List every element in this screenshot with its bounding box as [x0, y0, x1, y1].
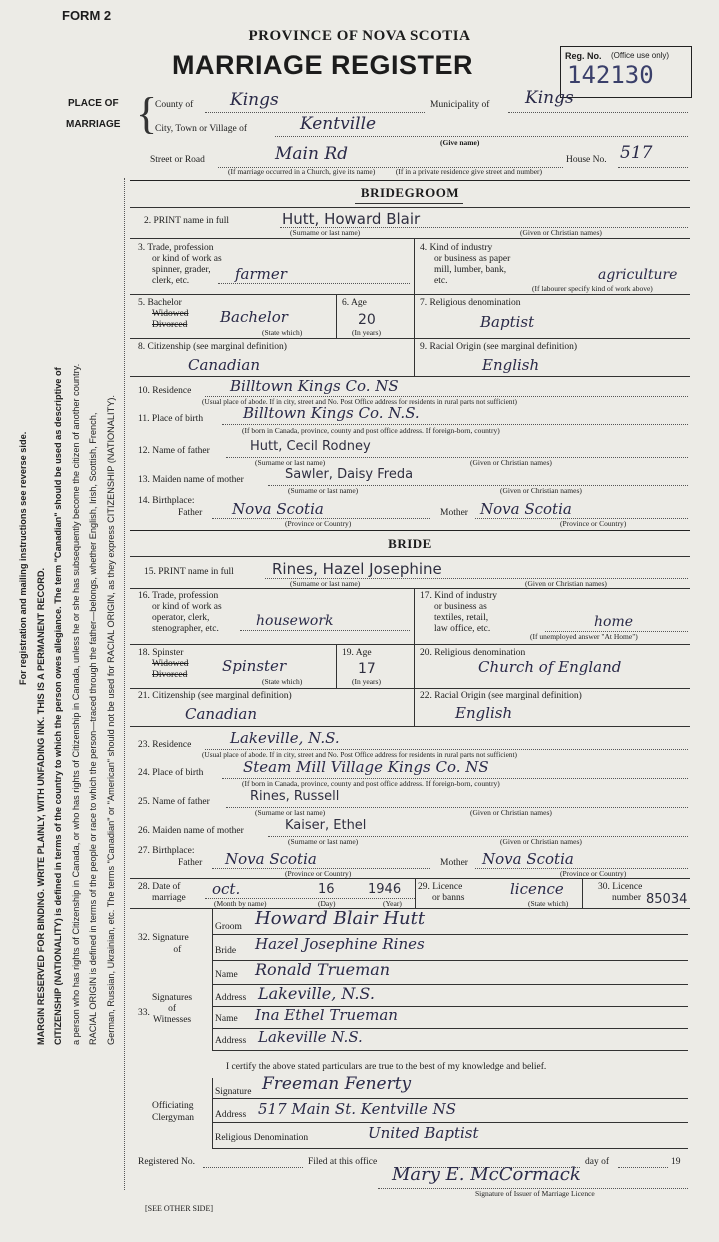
- groom-trade-label: 3. Trade, profession or kind of work as spinner, grader, clerk, etc.: [138, 243, 222, 286]
- year-19-label: 19: [671, 1157, 681, 1167]
- city-label: City, Town or Village of: [155, 124, 247, 134]
- bride-citizenship-label: 21. Citizenship (see marginal definition): [138, 691, 292, 701]
- bride-industry-note: (If unemployed answer "At Home"): [530, 632, 638, 641]
- bride-residence-note: (Usual place of abode. If in city, street and No. Post Office address for residents in rural parts not sufficient): [202, 750, 517, 759]
- witness1-address-label: Address: [215, 993, 247, 1003]
- bride-father-bp-value: Nova Scotia: [225, 850, 317, 868]
- marriage-year: 1946: [368, 882, 402, 897]
- bride-racial-label: 22. Racial Origin (see marginal definition): [420, 691, 582, 701]
- bride-mother-label: 26. Maiden name of mother: [138, 826, 244, 836]
- groom-industry-value: agriculture: [598, 267, 678, 283]
- groom-citizenship-value: Canadian: [188, 356, 261, 374]
- reg-no-box: [560, 46, 692, 98]
- day-of-label: day of: [585, 1157, 610, 1167]
- month-note: (Month by name): [214, 899, 267, 908]
- groom-sig-label: Groom: [215, 922, 242, 932]
- marriage-month: oct.: [212, 880, 241, 898]
- groom-father-given-note: (Given or Christian names): [470, 458, 552, 467]
- clergy-sig-label: Signature: [215, 1087, 252, 1097]
- bride-mother-prov-note: (Province or Country): [560, 869, 627, 878]
- bride-surname-note: (Surname or last name): [290, 579, 361, 588]
- clergy-address-label: Address: [215, 1110, 247, 1120]
- groom-residence-label: 10. Residence: [138, 386, 192, 396]
- bride-religion-label: 20. Religious denomination: [420, 648, 526, 658]
- groom-father-surname-note: (Surname or last name): [255, 458, 326, 467]
- issuer-label: Signature of Issuer of Marriage Licence: [475, 1189, 595, 1198]
- bride-residence-value: Lakeville, N.S.: [230, 729, 340, 747]
- bride-age-value: 17: [358, 661, 376, 677]
- witness1-name-label: Name: [215, 970, 238, 980]
- bride-mother-value: Kaiser, Ethel: [285, 818, 367, 833]
- groom-residence-value: Billtown Kings Co. NS: [230, 377, 399, 395]
- groom-racial-label: 9. Racial Origin (see marginal definition): [420, 342, 578, 352]
- page-title: MARRIAGE REGISTER: [172, 50, 474, 80]
- couple-signature-label: 32. Signature of: [138, 933, 189, 955]
- bride-given-note: (Given or Christian names): [525, 579, 607, 588]
- groom-father-bp-label: Father: [178, 508, 203, 518]
- bride-residence-label: 23. Residence: [138, 740, 192, 750]
- bride-heading: BRIDE: [388, 536, 432, 551]
- province-heading: PROVINCE OF NOVA SCOTIA: [248, 28, 471, 44]
- groom-mother-given-note: (Given or Christian names): [500, 486, 582, 495]
- groom-residence-note: (Usual place of abode. If in city, street and No. Post Office address for residents in rural parts not sufficient): [202, 397, 517, 406]
- groom-father-label: 12. Name of father: [138, 446, 210, 456]
- groom-surname-note: (Surname or last name): [290, 228, 361, 237]
- bride-mother-bp-value: Nova Scotia: [482, 850, 574, 868]
- groom-age-value: 20: [358, 312, 376, 328]
- licence-number-label: 30. Licence number: [598, 882, 643, 903]
- groom-trade-value: farmer: [235, 265, 287, 283]
- groom-name-value: Hutt, Howard Blair: [282, 210, 421, 228]
- bride-father-value: Rines, Russell: [250, 789, 340, 804]
- form-frame: [124, 178, 691, 1190]
- bride-father-bp-label: Father: [178, 858, 203, 868]
- denomination-value: United Baptist: [368, 1124, 479, 1142]
- groom-father-value: Hutt, Cecil Rodney: [250, 439, 371, 454]
- bride-birthplace-note: (If born in Canada, province, county and post office address. If foreign-born, country): [242, 779, 500, 788]
- bride-status-label: 18. Spinster Widowed Divorced: [138, 648, 189, 680]
- form-number: FORM 2: [62, 8, 112, 23]
- reg-number: 142130: [567, 61, 654, 89]
- side-line-6: German, Russian, Ukrainian, etc. The terms "Canadian" or "American" should not be used for RACIAL ORIGIN, as they express CITIZENSHIP (NATIONALITY).: [105, 395, 116, 1045]
- street-label: Street or Road: [150, 155, 205, 165]
- groom-age-label: 6. Age: [342, 298, 367, 308]
- bride-industry-value: home: [594, 614, 634, 630]
- witness1-address: Lakeville, N.S.: [258, 984, 375, 1003]
- groom-status-label: 5. Bachelor Widowed Divorced: [138, 298, 189, 330]
- bride-status-note: (State which): [262, 677, 303, 686]
- marriage-day: 16: [318, 882, 335, 897]
- groom-mother-surname-note: (Surname or last name): [288, 486, 359, 495]
- groom-mother-value: Sawler, Daisy Freda: [285, 467, 414, 482]
- municipality-value: Kings: [525, 88, 574, 108]
- groom-heading: BRIDEGROOM: [360, 185, 460, 200]
- groom-birthplace-value: Billtown Kings Co. N.S.: [243, 404, 420, 422]
- witness2-name-label: Name: [215, 1014, 238, 1024]
- side-line-2: MARGIN RESERVED FOR BINDING. WRITE PLAINLY, WITH UNFADING INK. THIS IS A PERMANENT RECORD.: [35, 567, 46, 1045]
- bride-racial-value: English: [455, 704, 513, 722]
- groom-father-bp-value: Nova Scotia: [232, 500, 324, 518]
- groom-signature: Howard Blair Hutt: [255, 908, 426, 929]
- groom-status-note: (State which): [262, 328, 303, 337]
- groom-mother-bp-label: Mother: [440, 508, 468, 518]
- witnesses-label: Signatures of Witnesses: [152, 993, 193, 1025]
- groom-status-value: Bachelor: [220, 308, 288, 326]
- groom-given-note: (Given or Christian names): [520, 228, 602, 237]
- give-name-note: (Give name): [440, 138, 480, 147]
- bride-trade-label: 16. Trade, profession or kind of work as operator, clerk, stenographer, etc.: [138, 591, 222, 634]
- bride-age-note: (In years): [352, 677, 381, 686]
- bride-trade-value: housework: [256, 613, 334, 629]
- groom-age-note: (In years): [352, 328, 381, 337]
- municipality-label: Municipality of: [430, 100, 490, 110]
- clergy-signature: Freeman Fenerty: [262, 1074, 412, 1094]
- place-label-1: PLACE OF: [68, 98, 119, 109]
- house-label: House No.: [566, 155, 607, 165]
- bride-birthplace-value: Steam Mill Village Kings Co. NS: [243, 758, 489, 776]
- side-line-5: RACIAL ORIGIN is defined in terms of the people or race to which the person—traced through the father—belongs, whether English, Irish, Scottish, French,: [88, 412, 99, 1045]
- groom-parents-birthplace-label: 14. Birthplace:: [138, 496, 195, 506]
- city-value: Kentville: [300, 114, 377, 134]
- reg-no-label: Reg. No.: [565, 51, 602, 61]
- licence-banns-label: 29. Licence or banns: [418, 882, 465, 903]
- witness1-name: Ronald Trueman: [255, 960, 391, 979]
- bride-age-label: 19. Age: [342, 648, 372, 658]
- issuer-signature: Mary E. McCormack: [392, 1164, 581, 1185]
- groom-father-prov-note: (Province or Country): [285, 519, 352, 528]
- registered-no-label: Registered No.: [138, 1157, 195, 1167]
- year-note: (Year): [383, 899, 402, 908]
- side-line-3: CITIZENSHIP (NATIONALITY) is defined in terms of the country to which the person owes allegiance. The term "Canadian" should be used as descriptive of: [53, 367, 64, 1045]
- bride-mother-given-note: (Given or Christian names): [500, 837, 582, 846]
- bride-citizenship-value: Canadian: [185, 705, 258, 723]
- denomination-label: Religious Denomination: [215, 1133, 309, 1143]
- groom-religion-value: Baptist: [480, 313, 535, 331]
- witnesses-number: 33.: [138, 1008, 150, 1018]
- bride-parents-birthplace-label: 27. Birthplace:: [138, 846, 195, 856]
- groom-name-label: 2. PRINT name in full: [144, 216, 230, 226]
- groom-birthplace-label: 11. Place of birth: [138, 414, 204, 424]
- clergy-address: 517 Main St. Kentville NS: [258, 1100, 457, 1118]
- witness2-address: Lakeville N.S.: [258, 1028, 363, 1046]
- groom-racial-value: English: [482, 356, 540, 374]
- bride-name-label: 15. PRINT name in full: [144, 567, 234, 577]
- bride-signature: Hazel Josephine Rines: [255, 935, 425, 953]
- licence-state-note: (State which): [528, 899, 569, 908]
- groom-birthplace-note: (If born in Canada, province, county and post office address. If foreign-born, country): [242, 426, 500, 435]
- filed-label: Filed at this office: [308, 1157, 378, 1167]
- house-value: 517: [620, 143, 653, 163]
- bride-industry-label: 17. Kind of industry or business as textiles, retail, law office, etc.: [420, 591, 498, 634]
- bride-status-value: Spinster: [222, 657, 287, 675]
- groom-mother-label: 13. Maiden name of mother: [138, 475, 244, 485]
- bride-sig-label: Bride: [215, 946, 237, 956]
- licence-number-value: 85034: [646, 892, 688, 907]
- groom-religion-label: 7. Religious denomination: [420, 298, 521, 308]
- side-line-4: a person who has rights of Citizenship in Canada, or who has rights of Citizenship in Canada, unless he or she has subsequently become the citizen of another country.: [70, 363, 81, 1045]
- county-label: County of: [155, 100, 194, 110]
- bride-birthplace-label: 24. Place of birth: [138, 768, 204, 778]
- county-value: Kings: [230, 90, 279, 110]
- day-note: (Day): [318, 899, 336, 908]
- street-value: Main Rd: [275, 144, 349, 164]
- witness2-address-label: Address: [215, 1036, 247, 1046]
- bride-father-prov-note: (Province or Country): [285, 869, 352, 878]
- reg-no-note: (Office use only): [611, 51, 670, 60]
- groom-industry-note: (If labourer specify kind of work above): [532, 284, 653, 293]
- side-line-1: For registration and mailing instructions see reverse side.: [18, 431, 28, 685]
- certify-statement: I certify the above stated particulars are true to the best of my knowledge and belief.: [226, 1062, 547, 1072]
- witness2-name: Ina Ethel Trueman: [255, 1006, 398, 1024]
- bride-father-label: 25. Name of father: [138, 797, 210, 807]
- see-other-side: [SEE OTHER SIDE]: [145, 1204, 213, 1213]
- bride-father-surname-note: (Surname or last name): [255, 808, 326, 817]
- bride-mother-bp-label: Mother: [440, 858, 468, 868]
- bride-mother-surname-note: (Surname or last name): [288, 837, 359, 846]
- place-brace: {: [136, 89, 158, 138]
- licence-banns-value: licence: [510, 880, 564, 898]
- groom-mother-prov-note: (Province or Country): [560, 519, 627, 528]
- bride-father-given-note: (Given or Christian names): [470, 808, 552, 817]
- place-note: (If marriage occurred in a Church, give its name) (If in a private residence give street and number): [228, 167, 543, 176]
- place-label-2: MARRIAGE: [66, 119, 121, 130]
- groom-mother-bp-value: Nova Scotia: [480, 500, 572, 518]
- bride-religion-value: Church of England: [478, 658, 622, 676]
- marriage-date-label: 28. Date of marriage: [138, 882, 186, 903]
- officiating-label: Officiating Clergyman: [152, 1101, 195, 1123]
- groom-industry-label: 4. Kind of industry or business as paper mill, lumber, bank, etc.: [420, 243, 511, 286]
- bride-name-value: Rines, Hazel Josephine: [272, 560, 442, 578]
- side-margin-text: [15, 65, 125, 1045]
- groom-citizenship-label: 8. Citizenship (see marginal definition): [138, 342, 287, 352]
